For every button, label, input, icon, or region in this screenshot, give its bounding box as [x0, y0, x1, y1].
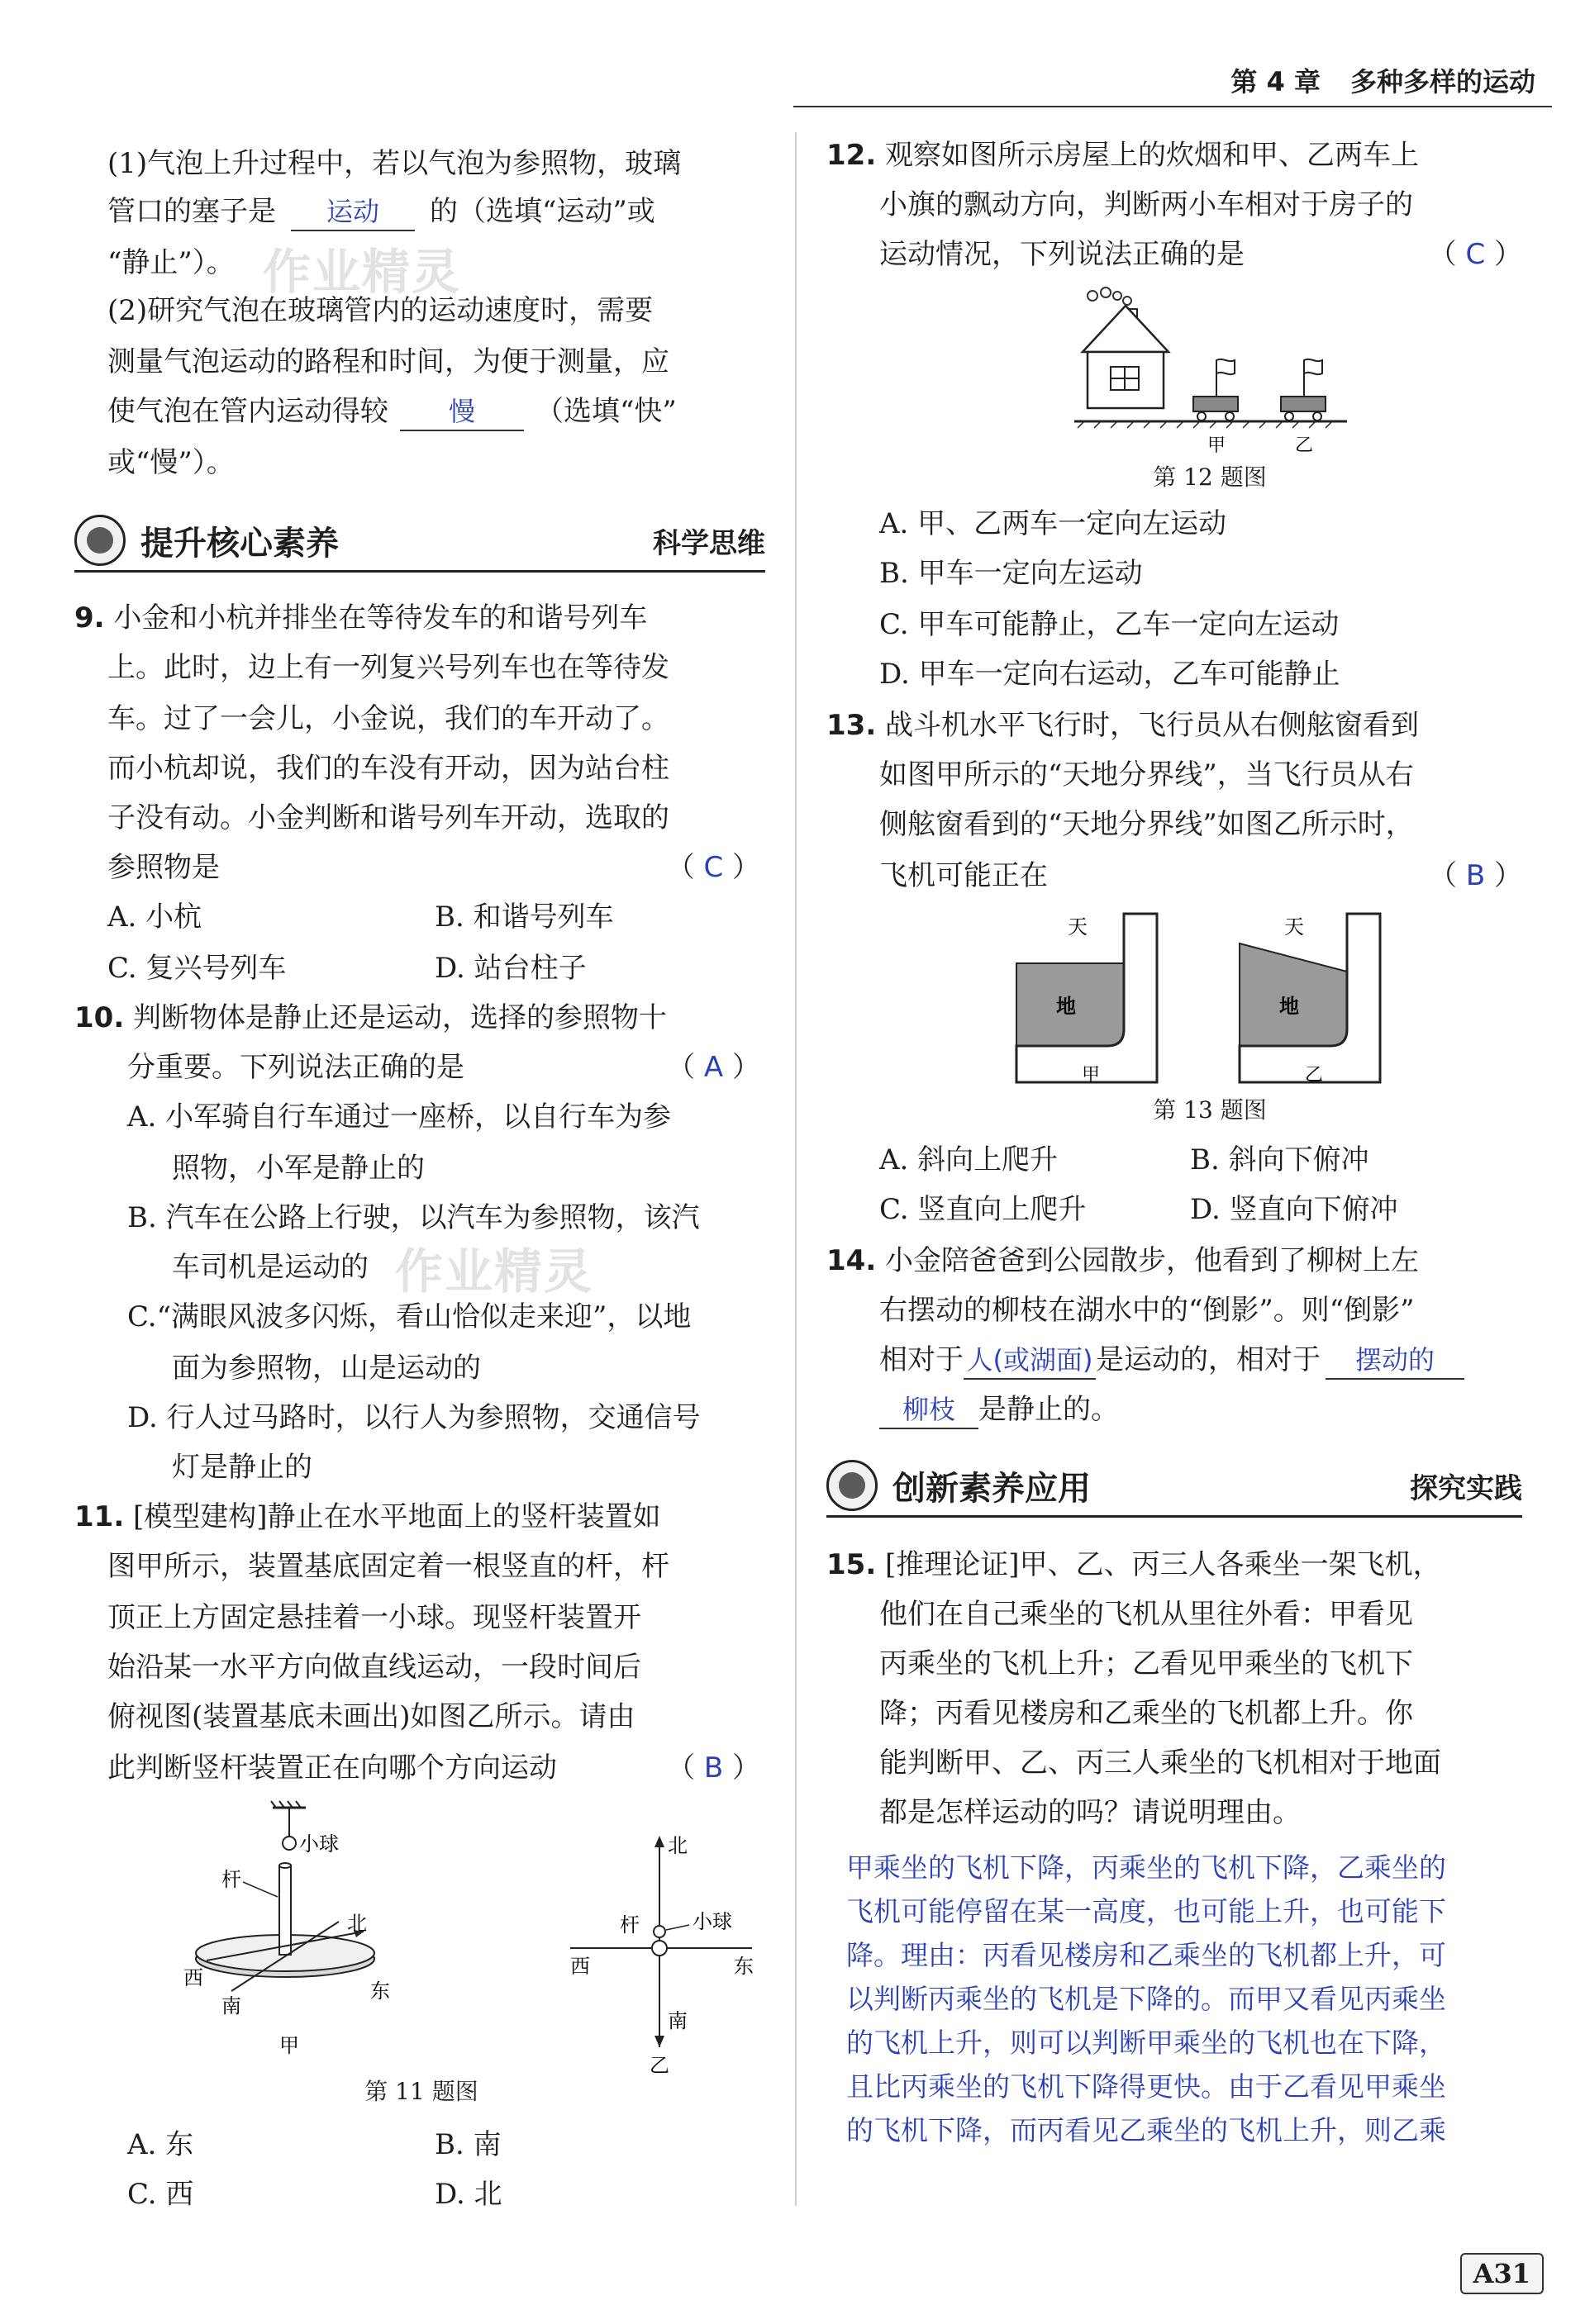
ground-label: 地 [1056, 995, 1076, 1018]
q14-line: 相对于 人(或湖面) 是运动的，相对于 摆动的 [879, 1335, 1464, 1385]
q14-blank-1[interactable]: 人(或湖面) [964, 1342, 1096, 1380]
sky-label: 天 [1068, 915, 1088, 939]
q8-line: (2)研究气泡在玻璃管内的运动速度时，需要 [107, 294, 654, 327]
q10-option-c: C.“满眼风波多闪烁，看山恰似走来迎”，以地 [127, 1300, 692, 1333]
car-yi [1281, 397, 1326, 411]
q15-line: 能判断甲、乙、丙三人乘坐的飞机相对于地面 [879, 1747, 1441, 1780]
q11-figure [182, 1799, 777, 2080]
q10-line: 分重要。下列说法正确的是 （ A ） [127, 1043, 760, 1092]
q13-option-b: B. 斜向下俯冲 [1190, 1143, 1369, 1176]
q8-line: “静止”）。 [107, 246, 235, 279]
car-yi-label: 乙 [1294, 435, 1314, 456]
chapter-number: 第 4 章 [1230, 66, 1321, 97]
q14-blank-2-cont[interactable]: 柳枝 [879, 1391, 978, 1429]
section-title: 提升核心素养 [140, 524, 339, 563]
watermark: 作业精灵 [263, 244, 462, 300]
q15-answer-line: 降。理由：丙看见楼房和乙乘坐的飞机都上升，可 [846, 1939, 1446, 1971]
car-jia [1193, 397, 1238, 411]
header-rule [793, 106, 1552, 107]
q15-line: 他们在自己乘坐的飞机从里往外看：甲看见 [879, 1598, 1413, 1631]
q10-option-b-cont: 车司机是运动的 [172, 1251, 369, 1284]
section-title: 创新素养应用 [892, 1469, 1091, 1508]
q10-answer: A [703, 1051, 724, 1084]
q10-option-d: D. 行人过马路时，以行人为参照物，交通信号 [127, 1401, 701, 1434]
q8-line: 管口的塞子是 运动 的（选填“运动”或 [107, 187, 655, 236]
west-label: 西 [183, 1966, 203, 1989]
south-label: 南 [221, 1994, 241, 2017]
q9-answer-bracket: （ C ） [666, 851, 760, 884]
fig-label-yi: 乙 [1304, 1065, 1324, 1086]
east-label: 东 [734, 1955, 754, 1978]
ball-shape [283, 1837, 296, 1850]
q13-answer: B [1465, 859, 1486, 892]
q13-answer-bracket: （ B ） [1429, 859, 1522, 892]
q9-option-d: D. 站台柱子 [435, 952, 587, 985]
watermark: 作业精灵 [395, 1243, 594, 1300]
q11-line: 图甲所示，装置基底固定着一根竖直的杆，杆 [107, 1550, 669, 1583]
q13-line: 如图甲所示的“天地分界线”，当飞行员从右 [879, 758, 1414, 791]
q8-line: 测量气泡运动的路程和时间，为便于测量，应 [107, 345, 669, 378]
q9-line: 参照物是 （ C ） [107, 843, 760, 892]
west-label: 西 [570, 1955, 590, 1978]
q9-option-a: A. 小杭 [107, 901, 202, 934]
q14-line: 14. 小金陪爸爸到公园散步，他看到了柳树上左 [826, 1244, 1420, 1277]
q9-option-c: C. 复兴号列车 [107, 952, 287, 985]
q15-line: 丙乘坐的飞机上升；乙看见甲乘坐的飞机下 [879, 1647, 1413, 1680]
ball-top-view [654, 1926, 665, 1937]
section-bullet-icon [74, 515, 126, 566]
q13-figure [1000, 905, 1397, 1095]
section-tag: 科学思维 [653, 526, 765, 560]
q9-line: 车。过了一会儿，小金说，我们的车开动了。 [107, 702, 669, 735]
q10-line: 10. 判断物体是静止还是运动，选择的参照物十 [74, 1001, 668, 1034]
page-number: A31 [1460, 2253, 1544, 2294]
south-arrow-icon [654, 2036, 664, 2047]
q13-line: 飞机可能正在 （ B ） [879, 851, 1522, 901]
rod-label: 杆 [620, 1913, 640, 1937]
q10-option-c-cont: 面为参照物，山是运动的 [172, 1352, 481, 1385]
fig-label-yi: 乙 [650, 2054, 669, 2077]
q8-line: 使气泡在管内运动得较 慢 （选填“快” [107, 387, 677, 436]
q11-answer-bracket: （ B ） [667, 1751, 760, 1785]
q12-line: 运动情况，下列说法正确的是 （ C ） [879, 230, 1522, 279]
q12-line: 小旗的飘动方向，判断两小车相对于房子的 [879, 188, 1413, 221]
north-label: 北 [668, 1834, 688, 1857]
q11-line: 顶正上方固定悬挂着一小球。现竖杆装置开 [107, 1601, 641, 1634]
fig-label-jia: 甲 [1081, 1065, 1101, 1086]
q10-option-d-cont: 灯是静止的 [172, 1451, 312, 1484]
smoke-icon [1088, 288, 1131, 305]
q9-line: 子没有动。小金判断和谐号列车开动，选取的 [107, 801, 669, 834]
q15-line: 15. [推理论证]甲、乙、丙三人各乘坐一架飞机， [826, 1548, 1441, 1581]
q11-option-b: B. 南 [435, 2128, 502, 2161]
q15-answer-line: 的飞机下降，而丙看见乙乘坐的飞机上升，则乙乘 [846, 2114, 1446, 2146]
q9-line: 上。此时，边上有一列复兴号列车也在等待发 [107, 651, 669, 684]
q10-option-a-cont: 照物，小军是静止的 [172, 1152, 425, 1185]
q15-answer-line: 且比丙乘坐的飞机下降得更快。由于乙看见甲乘坐 [846, 2070, 1446, 2103]
q14-line: 右摆动的柳枝在湖水中的“倒影”。则“倒影” [879, 1294, 1415, 1327]
page-header [1230, 59, 1535, 101]
q15-answer-line: 的飞机上升，则可以判断甲乘坐的飞机也在下降， [846, 2027, 1446, 2059]
q10-answer-bracket: （ A ） [667, 1051, 760, 1084]
q14-line: 柳枝 是静止的。 [879, 1385, 1119, 1434]
car-jia-label: 甲 [1207, 435, 1226, 456]
q13-option-a: A. 斜向上爬升 [879, 1143, 1059, 1176]
q9-answer: C [703, 851, 724, 884]
q12-option-d: D. 甲车一定向右运动，乙车可能静止 [879, 658, 1340, 691]
q12-caption: 第 12 题图 [1153, 463, 1267, 491]
ball-label: 小球 [693, 1910, 732, 1933]
q8-line: (1)气泡上升过程中，若以气泡为参照物，玻璃 [107, 147, 682, 180]
q12-line: 12. 观察如图所示房屋上的炊烟和甲、乙两车上 [826, 139, 1420, 172]
q11-option-a: A. 东 [127, 2128, 194, 2161]
north-label: 北 [347, 1912, 367, 1935]
north-arrow-icon [654, 1836, 664, 1847]
q12-option-c: C. 甲车可能静止，乙车一定向左运动 [879, 608, 1340, 641]
rod-shape [279, 1865, 291, 1955]
q11-caption: 第 11 题图 [364, 2078, 478, 2105]
q13-option-c: C. 竖直向上爬升 [879, 1193, 1087, 1226]
south-label: 南 [668, 2009, 688, 2032]
q12-option-b: B. 甲车一定向左运动 [879, 557, 1143, 590]
section-header [826, 1456, 1522, 1518]
q15-answer-line: 甲乘坐的飞机下降，丙乘坐的飞机下降，乙乘坐的 [846, 1851, 1446, 1884]
q10-option-a: A. 小军骑自行车通过一座桥，以自行车为参 [127, 1100, 672, 1133]
q13-line: 13. 战斗机水平飞行时，飞行员从右侧舷窗看到 [826, 709, 1420, 742]
q15-answer-line: 飞机可能停留在某一高度，也可能上升，也可能下 [846, 1895, 1446, 1927]
flag-jia-icon [1216, 359, 1235, 374]
q12-answer: C [1465, 238, 1486, 271]
q15-line: 降；丙看见楼房和乙乘坐的飞机都上升。你 [879, 1697, 1413, 1730]
q11-option-c: C. 西 [127, 2178, 194, 2211]
ball-label: 小球 [299, 1832, 339, 1856]
house-roof [1083, 306, 1169, 352]
chapter-title: 多种多样的运动 [1349, 66, 1535, 97]
fig-label-jia: 甲 [279, 2034, 299, 2057]
q12-answer-bracket: （ C ） [1428, 238, 1522, 271]
q14-blank-2[interactable]: 摆动的 [1326, 1342, 1464, 1380]
q11-answer: B [703, 1751, 724, 1785]
section-tag: 探究实践 [1410, 1471, 1522, 1505]
q9-line: 而小杭却说，我们的车没有开动，因为站台柱 [107, 752, 669, 785]
q11-option-d: D. 北 [435, 2178, 502, 2211]
q10-option-b: B. 汽车在公路上行驶，以汽车为参照物，该汽 [127, 1201, 700, 1234]
q11-line: 此判断竖杆装置正在向哪个方向运动 （ B ） [107, 1743, 760, 1793]
q12-figure [1074, 281, 1355, 463]
section-header [74, 511, 765, 573]
q8-blank-1[interactable]: 运动 [291, 193, 415, 231]
q11-line: 11. [模型建构]静止在水平地面上的竖杆装置如 [74, 1500, 661, 1533]
q13-option-d: D. 竖直向下俯冲 [1190, 1193, 1398, 1226]
q13-line: 侧舷窗看到的“天地分界线”如图乙所示时， [879, 808, 1414, 841]
q8-line: 或“慢”）。 [107, 446, 235, 479]
q13-caption: 第 13 题图 [1153, 1096, 1267, 1124]
sky-label: 天 [1284, 915, 1304, 939]
q15-line: 都是怎样运动的吗？请说明理由。 [879, 1796, 1301, 1829]
rod-top-view [652, 1941, 667, 1956]
section-bullet-icon [826, 1460, 878, 1511]
q8-blank-2[interactable]: 慢 [400, 393, 524, 431]
q11-line: 始沿某一水平方向做直线运动，一段时间后 [107, 1651, 641, 1684]
column-divider [795, 132, 797, 2206]
flag-yi-icon [1304, 359, 1322, 374]
q12-option-a: A. 甲、乙两车一定向左运动 [879, 507, 1227, 540]
east-label: 东 [370, 1979, 390, 2003]
q9-line: 9. 小金和小杭并排坐在等待发车的和谐号列车 [74, 601, 648, 634]
q15-answer-line: 以判断丙乘坐的飞机是下降的。而甲又看见丙乘坐 [846, 1983, 1446, 2015]
q9-option-b: B. 和谐号列车 [435, 901, 614, 934]
q11-line: 俯视图(装置基底未画出)如图乙所示。请由 [107, 1700, 635, 1733]
ground-label: 地 [1279, 995, 1299, 1018]
rod-label: 杆 [221, 1868, 241, 1891]
